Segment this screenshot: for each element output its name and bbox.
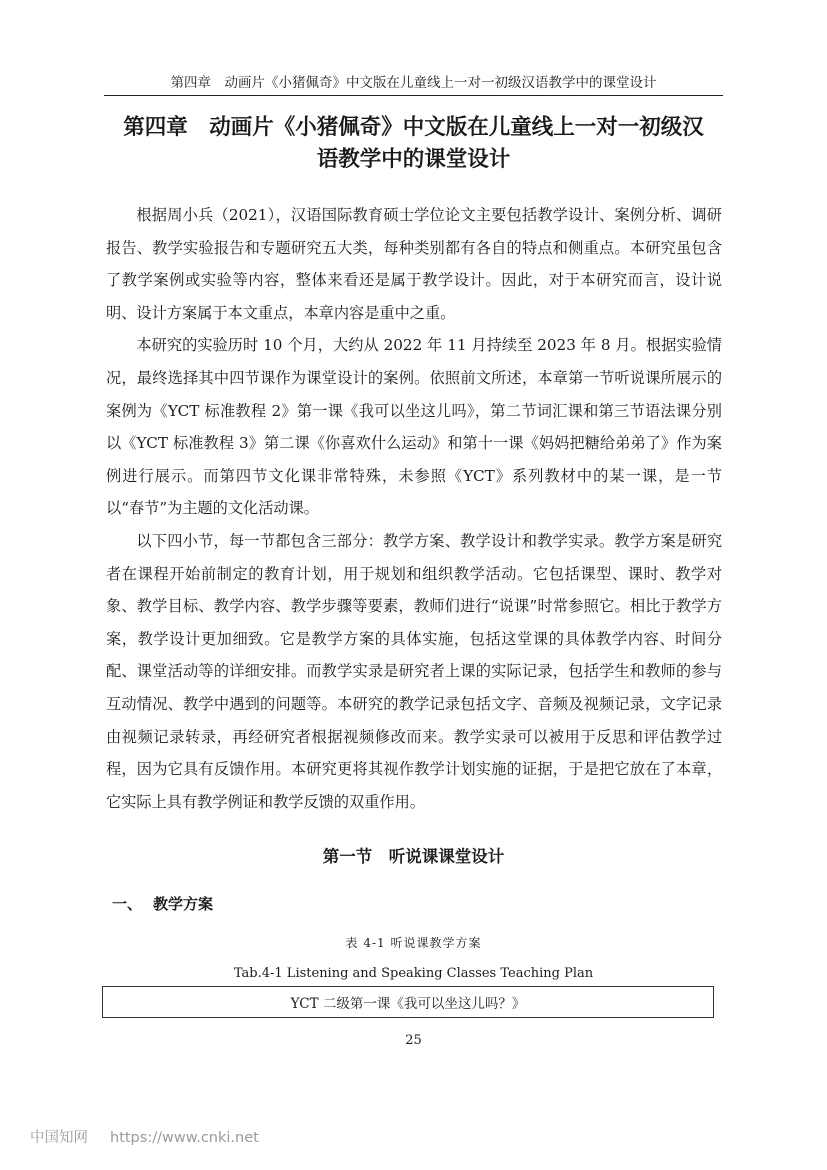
chapter-title-line-2: 语教学中的课堂设计 (316, 147, 511, 172)
paragraph-structure: 以下四小节，每一节都包含三部分：教学方案、教学设计和教学实录。教学方案是研究者在课程开始前制定的教育计划，用于规划和组织教学活动。它包括课型、课时、教学对象、教学目标、教学内容、教学步骤等要素，教师们进行“说课”时常参照它。相比于教学方案，教学设计更加细致。它是教学方案的具体实施，包括这堂课的具体教学内容、时间分配、课堂活动等的详细安排。而教学实录是研究者上课的实际记录，包括学生和教师的参与互动情况、教学中遇到的问题等。本研究的教学记录包括文字、音频及视频记录，文字记录由视频记录转录，再经研究者根据视频修改而来。教学实录可以被用于反思和评估教学过程，因为它具有反馈作用。本研究更将其视作教学计划实施的证据，于是把它放在了本章，它实际上具有教学例证和教学反馈的双重作用。 (106, 531, 722, 811)
body-text (106, 199, 722, 818)
chapter-title (104, 112, 723, 176)
cnki-watermark (30, 1126, 259, 1147)
watermark-name: 中国知网 (30, 1130, 88, 1146)
page-number: 25 (405, 1033, 422, 1048)
table-caption-en: Tab.4-1 Listening and Speaking Classes Teaching Plan (233, 966, 594, 981)
paragraph-intro: 根据周小兵（2021），汉语国际教育硕士学位论文主要包括教学设计、案例分析、调研报告、教学实验报告和专题研究五大类，每种类别都有各自的特点和侧重点。本研究虽包含了教学案例或实验等内容，整体来看还是属于教学设计。因此，对于本研究而言，设计说明、设计方案属于本文重点，本章内容是重中之重。 (106, 206, 722, 322)
running-header: 第四章 动画片《小猪佩奇》中文版在儿童线上一对一初级汉语教学中的课堂设计 (170, 75, 657, 91)
header-divider (104, 95, 723, 96)
subsection-number: 一、 (112, 895, 143, 913)
teaching-plan-table (102, 986, 714, 1018)
watermark-url: https://www.cnki.net (110, 1130, 259, 1146)
table-caption-cn: 表 4-1 听说课教学方案 (345, 936, 482, 950)
chapter-title-line-1: 第四章 动画片《小猪佩奇》中文版在儿童线上一对一初级汉 (123, 115, 704, 140)
table-header-cell: YCT 二级第一课《我可以坐这儿吗？》 (290, 996, 526, 1012)
subsection-heading (112, 893, 213, 915)
subsection-title: 教学方案 (153, 895, 214, 913)
section-title: 第一节 听说课课堂设计 (322, 847, 505, 866)
paragraph-experiment: 本研究的实验历时 10 个月，大约从 2022 年 11 月持续至 2023 年 8 月。根据实验情况，最终选择其中四节课作为课堂设计的案例。依照前文所述，本章第一节听说课所展示的案例为《YCT 标准教程 2》第一课《我可以坐这儿吗》，第二节词汇课和第三节语法课分别以《YCT 标准教程 3》第二课《你喜欢什么运动》和第十一课《妈妈把糖给弟弟了》作为案例进行展示。而第四节文化课非常特殊，未参照《YCT》系列教材中的某一课，是一节以“春节”为主题的文化活动课。 (106, 336, 722, 518)
